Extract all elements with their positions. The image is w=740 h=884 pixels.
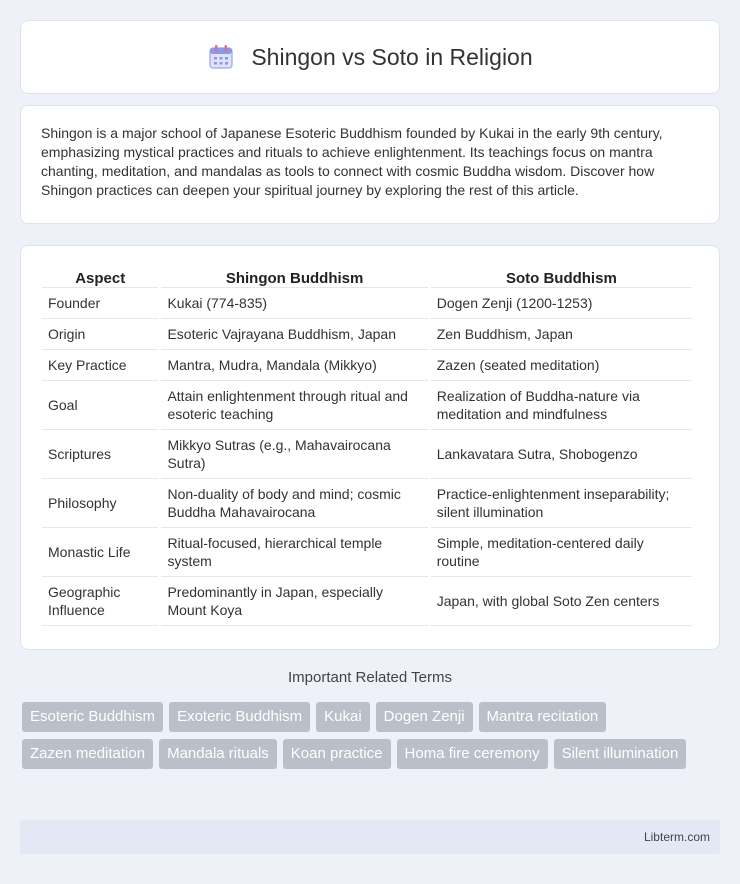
related-term-tag[interactable]: Exoteric Buddhism — [169, 702, 310, 732]
header-shingon: Shingon Buddhism — [161, 266, 427, 288]
related-term-tag[interactable]: Esoteric Buddhism — [22, 702, 163, 732]
soto-cell: Japan, with global Soto Zen centers — [431, 577, 692, 626]
header-aspect: Aspect — [42, 266, 158, 288]
table-row — [42, 577, 692, 626]
page-title: Shingon vs Soto in Religion — [251, 43, 533, 70]
shingon-cell: Predominantly in Japan, especially Mount Koya — [161, 577, 427, 626]
aspect-cell: Philosophy — [42, 479, 158, 528]
calendar-icon — [207, 43, 235, 71]
related-terms-list — [22, 702, 722, 769]
table-row — [42, 319, 692, 350]
shingon-cell: Ritual-focused, hierarchical temple system — [161, 528, 427, 577]
comparison-table — [39, 266, 695, 626]
soto-cell: Lankavatara Sutra, Shobogenzo — [431, 430, 692, 479]
related-terms-title: Important Related Terms — [288, 669, 452, 686]
intro-text: Shingon is a major school of Japanese Esoteric Buddhism founded by Kukai in the early 9th century, emphasizing mystical practices and rituals to achieve enlightenment. Its teachings focus on mantra chanting, meditation, and mandalas as tools to connect with cosmic Buddha wisdom. Discover how Shingon practices can deepen your spiritual journey by exploring the rest of this article. — [41, 125, 663, 198]
aspect-cell: Origin — [42, 319, 158, 350]
table-row — [42, 528, 692, 577]
shingon-cell: Mantra, Mudra, Mandala (Mikkyo) — [161, 350, 427, 381]
soto-cell: Zazen (seated meditation) — [431, 350, 692, 381]
comparison-table-card — [20, 245, 720, 650]
shingon-cell: Mikkyo Sutras (e.g., Mahavairocana Sutra) — [161, 430, 427, 479]
related-term-tag[interactable]: Zazen meditation — [22, 739, 153, 769]
soto-cell: Realization of Buddha-nature via meditation and mindfulness — [431, 381, 692, 430]
related-term-tag[interactable]: Mandala rituals — [159, 739, 277, 769]
shingon-cell: Attain enlightenment through ritual and esoteric teaching — [161, 381, 427, 430]
table-row — [42, 381, 692, 430]
shingon-cell: Kukai (774-835) — [161, 288, 427, 319]
table-row — [42, 479, 692, 528]
title-wrap — [207, 43, 532, 71]
related-term-tag[interactable]: Kukai — [316, 702, 370, 732]
header-card — [20, 20, 720, 94]
aspect-cell: Geographic Influence — [42, 577, 158, 626]
table-row — [42, 350, 692, 381]
shingon-cell: Esoteric Vajrayana Buddhism, Japan — [161, 319, 427, 350]
related-term-tag[interactable]: Silent illumination — [554, 739, 687, 769]
table-row — [42, 288, 692, 319]
soto-cell: Zen Buddhism, Japan — [431, 319, 692, 350]
table-row — [42, 430, 692, 479]
soto-cell: Dogen Zenji (1200-1253) — [431, 288, 692, 319]
aspect-cell: Monastic Life — [42, 528, 158, 577]
soto-cell: Simple, meditation-centered daily routine — [431, 528, 692, 577]
soto-cell: Practice-enlightenment inseparability; silent illumination — [431, 479, 692, 528]
aspect-cell: Founder — [42, 288, 158, 319]
header-soto: Soto Buddhism — [431, 266, 692, 288]
related-term-tag[interactable]: Mantra recitation — [479, 702, 607, 732]
table-header-row — [42, 266, 692, 288]
footer-brand-link[interactable]: Libterm.com — [643, 830, 710, 844]
shingon-cell: Non-duality of body and mind; cosmic Buddha Mahavairocana — [161, 479, 427, 528]
aspect-cell: Key Practice — [42, 350, 158, 381]
related-term-tag[interactable]: Dogen Zenji — [376, 702, 473, 732]
related-term-tag[interactable]: Homa fire ceremony — [397, 739, 548, 769]
intro-card — [20, 105, 720, 224]
aspect-cell: Scriptures — [42, 430, 158, 479]
aspect-cell: Goal — [42, 381, 158, 430]
footer — [20, 820, 720, 854]
related-term-tag[interactable]: Koan practice — [283, 739, 391, 769]
